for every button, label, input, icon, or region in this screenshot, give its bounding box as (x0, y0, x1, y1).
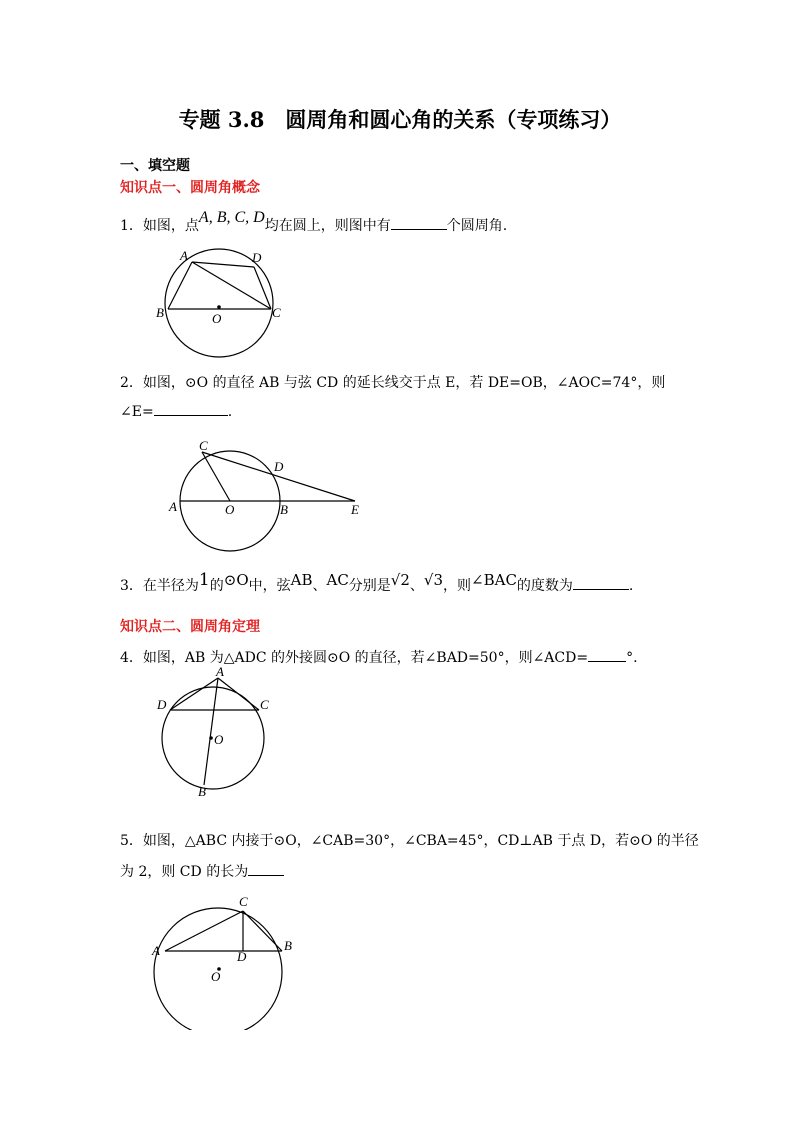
figure-5 (150, 890, 310, 1030)
question-2-line-2 (120, 403, 232, 420)
q1-prefix: 1．如图，点 (120, 218, 199, 234)
q3-circle-o: ⊙O (223, 571, 249, 589)
q3-prefix: 3．在半径为 (120, 578, 199, 594)
q3-angle-bac: ∠BAC (471, 571, 517, 589)
fig5-label-c: C (239, 894, 248, 909)
q5-line-2-text: 为 2，则 CD 的长为 (120, 864, 249, 880)
q3-are: 分别是 (348, 578, 391, 594)
fig4-label-b: B (198, 784, 206, 799)
q3-of: 的 (209, 578, 224, 594)
q4-text: 4．如图，AB 为△ADC 的外接圆⊙O 的直径，若∠BAD=50°，则∠ACD= (120, 650, 589, 666)
page-title: 专题 3.8 圆周角和圆心角的关系（专项练习） (178, 107, 622, 132)
q3-degree-text: 的度数为 (516, 578, 573, 594)
fig5-label-o: O (211, 969, 221, 984)
q3-chord-ac: AC (326, 571, 349, 589)
fig1-label-c: C (272, 305, 281, 320)
question-5-line-2 (120, 861, 284, 881)
fig5-label-d: D (237, 949, 247, 964)
fig1-label-d: D (252, 250, 262, 265)
fig2-label-a: A (169, 499, 177, 514)
fig5-label-a: A (152, 943, 160, 958)
q3-sep-1: 、 (312, 578, 327, 594)
fig2-label-d: D (274, 459, 284, 474)
figure-1 (150, 245, 290, 360)
fig1-label-o: O (212, 311, 222, 326)
q5-answer-blank[interactable] (248, 863, 284, 876)
q4-answer-blank[interactable] (588, 649, 626, 662)
q3-radius: 1 (198, 570, 210, 590)
q3-chord: 中，弦 (248, 578, 291, 594)
q3-sqrt-2: √2 (390, 571, 410, 589)
question-3 (120, 570, 634, 595)
q1-text: 均在圆上，则图中有 (264, 218, 391, 234)
q3-sep-2: 、 (409, 578, 424, 594)
q2-angle-e: ∠E= (120, 404, 154, 420)
q3-then: ，则 (443, 578, 472, 594)
fig2-label-e: E (351, 502, 359, 517)
figure-2 (165, 438, 380, 558)
fig2-label-b: B (280, 502, 288, 517)
fig1-label-b: B (156, 305, 164, 320)
knowledge-point-1: 知识点一、圆周角概念 (120, 180, 260, 196)
figure-4 (150, 666, 280, 802)
q4-degree: °. (626, 650, 638, 666)
fig2-label-c: C (199, 438, 208, 453)
question-4 (120, 647, 638, 667)
question-2-line-1: 2．如图，⊙O 的直径 AB 与弦 CD 的延长线交于点 E，若 DE=OB，∠AOC=74°，则 (120, 375, 666, 391)
fig4-label-o: O (214, 732, 224, 747)
section-heading: 一、填空题 (120, 158, 190, 174)
question-1 (120, 209, 508, 235)
q1-points: A, B, C, D (198, 209, 265, 226)
q3-answer-blank[interactable] (573, 577, 629, 590)
fig1-label-a: A (180, 248, 188, 263)
fig4-label-a: A (216, 666, 224, 679)
fig4-label-c: C (260, 697, 269, 712)
fig2-label-o: O (225, 502, 235, 517)
q2-answer-blank[interactable] (154, 403, 228, 416)
q3-period: . (628, 578, 634, 594)
q1-answer-blank[interactable] (391, 217, 447, 230)
q3-chord-ab: AB (290, 571, 313, 589)
question-5-line-1: 5．如图，△ABC 内接于⊙O，∠CAB=30°，∠CBA=45°，CD⊥AB 于点 D，若⊙O 的半径 (120, 833, 699, 849)
fig5-label-b: B (284, 938, 292, 953)
q1-tail: 个圆周角. (446, 218, 508, 234)
q2-period: . (227, 404, 233, 420)
q3-sqrt-3: √3 (423, 571, 444, 589)
knowledge-point-2: 知识点二、圆周角定理 (120, 619, 260, 635)
fig4-label-d: D (157, 697, 167, 712)
